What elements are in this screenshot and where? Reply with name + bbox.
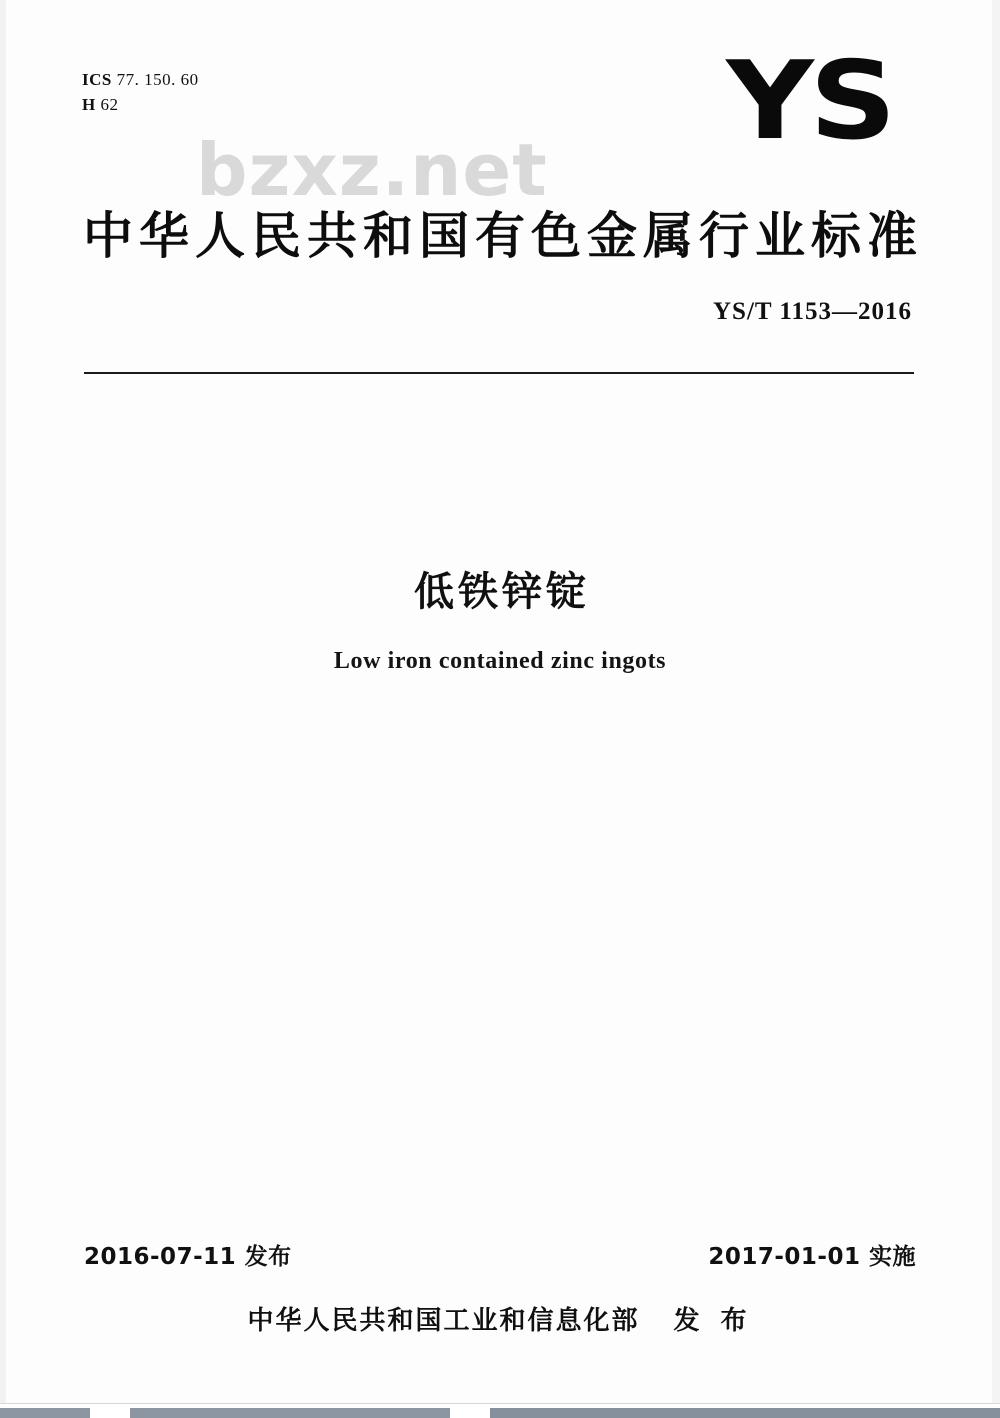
ics-value: 77. 150. 60 [116, 70, 199, 89]
issue-date: 2016-07-11 发布 [84, 1244, 292, 1270]
ics-label: ICS [82, 70, 112, 89]
standard-number: YS/T 1153—2016 [713, 298, 912, 325]
watermark-text: bzxz.net [196, 128, 548, 212]
issuer-verb: 发 布 [673, 1306, 753, 1336]
effective-date: 2017-01-01 实施 [708, 1244, 916, 1270]
issuer-name: 中华人民共和国工业和信息化部 [247, 1306, 640, 1336]
header-divider-rule [84, 372, 914, 374]
document-title-english: Low iron contained zinc ingots [333, 648, 667, 674]
ics-classification-block [82, 68, 199, 117]
classification-line [82, 93, 199, 118]
standard-header-title: 中华人民共和国有色金属行业标准 [83, 207, 923, 265]
ics-line [82, 68, 199, 93]
classification-label: H [82, 94, 96, 114]
ys-logo: YS [726, 39, 892, 164]
classification-value: 62 [100, 94, 119, 114]
page-edge-bottom [0, 1403, 1000, 1418]
document-title-chinese: 低铁锌锭 [414, 569, 590, 615]
issuing-authority [0, 1300, 1000, 1337]
